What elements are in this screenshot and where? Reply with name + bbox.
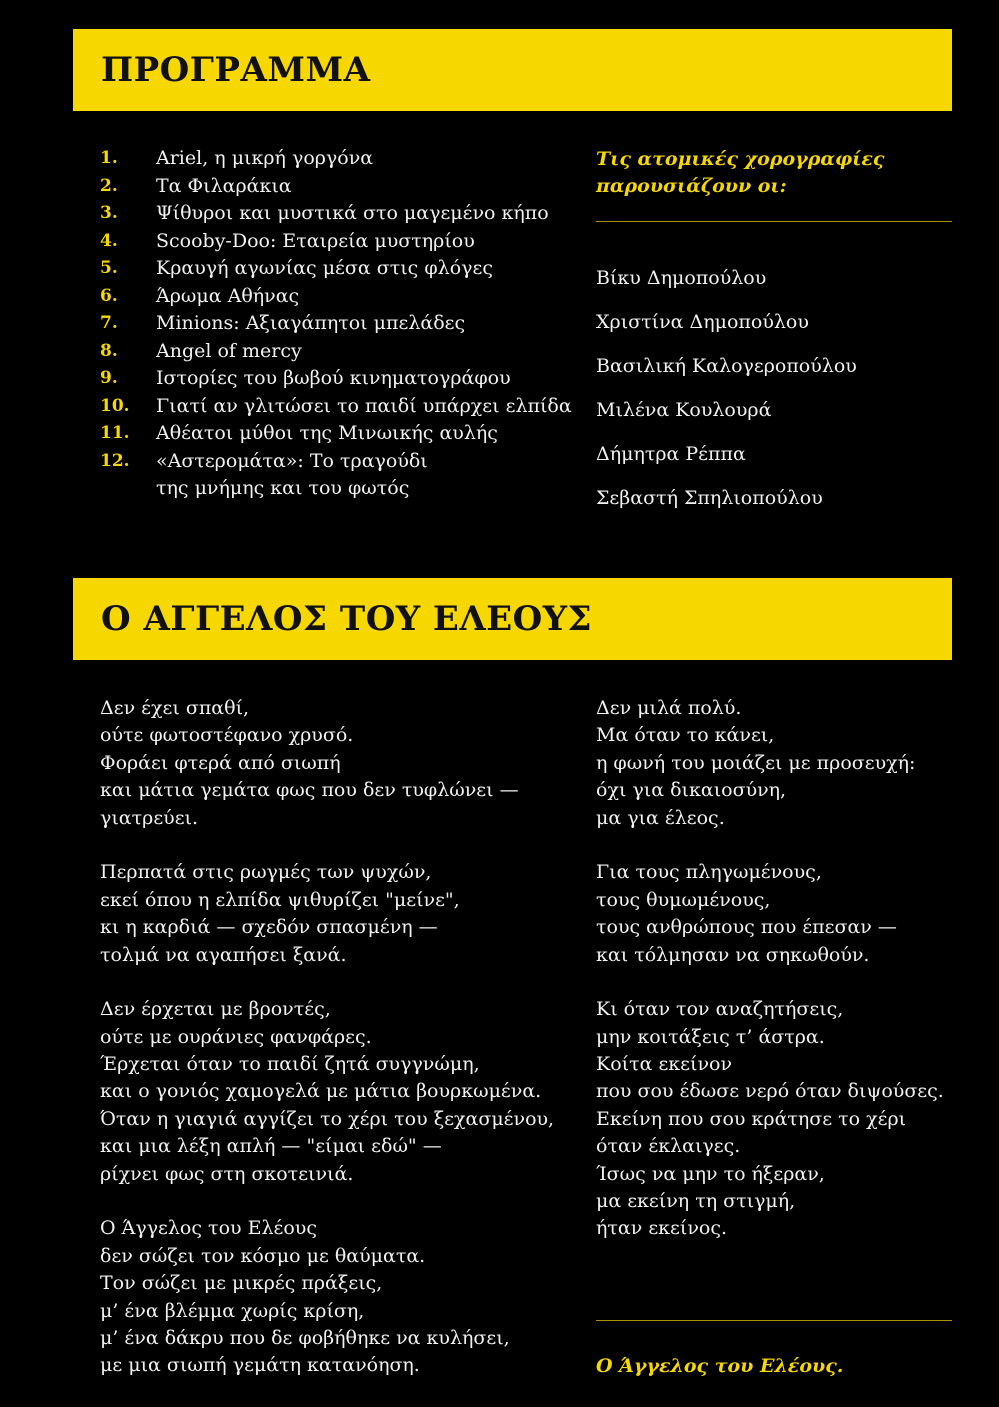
- poem-line: και μια λέξη απλή — "είμαι εδώ" —: [100, 1135, 442, 1158]
- poem-line: όταν έκλαιγες.: [596, 1135, 741, 1158]
- poem-line: Δεν μιλά πολύ.: [596, 697, 742, 719]
- program-item-title: Τα Φιλαράκια: [156, 174, 292, 197]
- program-item: [100, 228, 572, 256]
- program-item-number: 6.: [100, 285, 118, 306]
- poem-line: Δεν έρχεται με βροντές,: [100, 998, 331, 1021]
- soloist-name: Βίκυ Δημοπούλου: [596, 267, 767, 289]
- soloists-title: [596, 146, 952, 200]
- poem-right-column: [596, 695, 944, 1270]
- poem-line: εκεί όπου η ελπίδα ψιθυρίζει "μείνε",: [100, 888, 460, 911]
- program-item-title: «Αστερομάτα»: Το τραγούδι: [156, 449, 428, 472]
- poem-line: Όταν η γιαγιά αγγίζει το χέρι του ξεχασμένου,: [100, 1107, 555, 1130]
- poem-line: μα εκείνη τη στιγμή,: [596, 1190, 796, 1213]
- poem-line: και μάτια γεμάτα φως που δεν τυφλώνει —: [100, 779, 519, 802]
- poem-line: και τόλμησαν να σηκωθούν.: [596, 943, 870, 966]
- poem-line: Ίσως να μην το ήξεραν,: [596, 1162, 825, 1185]
- program-item: [100, 365, 572, 393]
- soloists-title-line2: παρουσιάζουν οι:: [596, 175, 787, 197]
- program-heading: ΠΡΟΓΡΑΜΜΑ: [101, 50, 371, 90]
- poem-line: ούτε με ουράνιες φανφάρες.: [100, 1025, 372, 1048]
- poem-line: Έρχεται όταν το παιδί ζητά συγγνώμη,: [100, 1053, 480, 1076]
- program-item-title: Ψίθυροι και μυστικά στο μαγεμένο κήπο: [156, 202, 549, 224]
- poem-line: Εκείνη που σου κράτησε το χέρι: [596, 1107, 907, 1130]
- program-item-number: 3.: [100, 203, 118, 223]
- poem-line: ήταν εκείνος.: [596, 1217, 727, 1240]
- poem-line: δεν σώζει τον κόσμο με θαύματα.: [100, 1244, 426, 1267]
- poem-line: που σου έδωσε νερό όταν διψούσες.: [596, 1080, 944, 1103]
- poem-line: Φοράει φτερά από σιωπή: [100, 751, 341, 774]
- program-item-number: 4.: [100, 230, 118, 251]
- poem-line: μ’ ένα δάκρυ που δε φοβήθηκε να κυλήσει,: [100, 1326, 510, 1349]
- poem-line: Δεν έχει σπαθί,: [100, 697, 250, 719]
- program-item-number: 7.: [100, 313, 118, 333]
- poem-line: Περπατά στις ρωγμές των ψυχών,: [100, 861, 432, 884]
- program-item: [100, 145, 572, 173]
- poem-line: κι η καρδιά — σχεδόν σπασμένη —: [100, 916, 438, 939]
- poem-line: Μα όταν το κάνει,: [596, 724, 775, 747]
- poem-line: με μια σιωπή γεμάτη κατανόηση.: [100, 1354, 420, 1377]
- poem-line: ρίχνει φως στη σκοτεινιά.: [100, 1162, 354, 1185]
- program-item-number: 2.: [100, 175, 118, 196]
- program-item-number: 9.: [100, 368, 118, 388]
- soloist-name: Χριστίνα Δημοπούλου: [596, 311, 809, 333]
- poem-stanza: [100, 695, 554, 832]
- poem-line: Ο Άγγελος του Ελέους: [100, 1217, 317, 1240]
- program-item: [100, 310, 572, 338]
- poem-line: Κοίτα εκείνον: [596, 1053, 733, 1076]
- poem-stanza: [596, 695, 944, 832]
- poem-stanza: [100, 1215, 554, 1379]
- poem-line: τους θυμωμένους,: [596, 888, 771, 911]
- program-item-number: 1.: [100, 148, 118, 168]
- poem-line: Για τους πληγωμένους,: [596, 861, 822, 884]
- poem-line: τους ανθρώπους που έπεσαν —: [596, 916, 897, 939]
- program-list: [100, 145, 572, 503]
- poem-stanza: [100, 996, 554, 1188]
- program-item-title: Minions: Αξιαγάπητοι μπελάδες: [156, 312, 466, 334]
- poem-heading: Ο ΑΓΓΕΛΟΣ ΤΟΥ ΕΛΕΟΥΣ: [101, 599, 593, 639]
- program-item-number: 10.: [100, 395, 130, 416]
- program-item-title: Angel of mercy: [156, 339, 302, 362]
- soloist-name: Δήμητρα Ρέππα: [596, 443, 746, 465]
- poem-line: μα για έλεος.: [596, 806, 725, 829]
- poem-left-column: [100, 695, 554, 1407]
- program-item: [100, 393, 572, 421]
- program-item: [100, 338, 572, 366]
- program-item-title: Scooby-Doo: Εταιρεία μυστηρίου: [156, 229, 475, 252]
- program-item: [100, 448, 572, 476]
- poem-line: μην κοιτάξεις τ’ άστρα.: [596, 1025, 825, 1048]
- program-item: [100, 255, 572, 283]
- soloists-list: [596, 256, 952, 520]
- poem-stanza: [100, 859, 554, 969]
- poem-line: και ο γονιός χαμογελά με μάτια βουρκωμένα.: [100, 1080, 542, 1103]
- poem-line: τολμά να αγαπήσει ξανά.: [100, 943, 347, 966]
- soloists-title-line1: Τις ατομικές χορογραφίες: [596, 148, 885, 170]
- program-item: [100, 283, 572, 311]
- poem-heading-banner: [73, 578, 952, 660]
- poem-line: Κι όταν τον αναζητήσεις,: [596, 998, 844, 1021]
- program-item-continuation: της μνήμης και του φωτός: [156, 477, 410, 499]
- program-item: [100, 173, 572, 201]
- program-item-title: Ιστορίες του βωβού κινηματογράφου: [156, 367, 511, 389]
- poem-line: Τον σώζει με μικρές πράξεις,: [100, 1272, 383, 1295]
- poem-line: ούτε φωτοστέφανο χρυσό.: [100, 724, 354, 747]
- poem-line: γιατρεύει.: [100, 806, 199, 829]
- poem-line: όχι για δικαιοσύνη,: [596, 779, 787, 802]
- poem-line: η φωνή του μοιάζει με προσευχή:: [596, 751, 916, 774]
- signature-divider: [596, 1320, 952, 1321]
- soloist-name: Μιλένα Κουλουρά: [596, 399, 772, 421]
- soloists-divider: [596, 221, 952, 222]
- program-item-number: 11.: [100, 423, 130, 443]
- program-item-title: Γιατί αν γλιτώσει το παιδί υπάρχει ελπίδα: [156, 394, 572, 417]
- program-heading-banner: [73, 29, 952, 111]
- poem-line: μ’ ένα βλέμμα χωρίς κρίση,: [100, 1299, 365, 1322]
- soloist-name: Βασιλική Καλογεροπούλου: [596, 355, 857, 377]
- program-item-number: 12.: [100, 450, 130, 471]
- poem-signature: Ο Άγγελος του Ελέους.: [596, 1355, 844, 1377]
- program-item-title: Αθέατοι μύθοι της Μινωικής αυλής: [156, 422, 498, 444]
- program-item-title: Κραυγή αγωνίας μέσα στις φλόγες: [156, 257, 493, 279]
- program-item-number: 5.: [100, 258, 118, 278]
- soloist-name: Σεβαστή Σπηλιοπούλου: [596, 487, 823, 509]
- program-item-title: Άρωμα Αθήνας: [156, 284, 300, 307]
- poem-stanza: [596, 996, 944, 1243]
- poem-stanza: [596, 859, 944, 969]
- program-item-title: Ariel, η μικρή γοργόνα: [156, 147, 374, 169]
- program-item-number: 8.: [100, 340, 118, 361]
- program-item: [100, 420, 572, 448]
- program-item: [100, 200, 572, 228]
